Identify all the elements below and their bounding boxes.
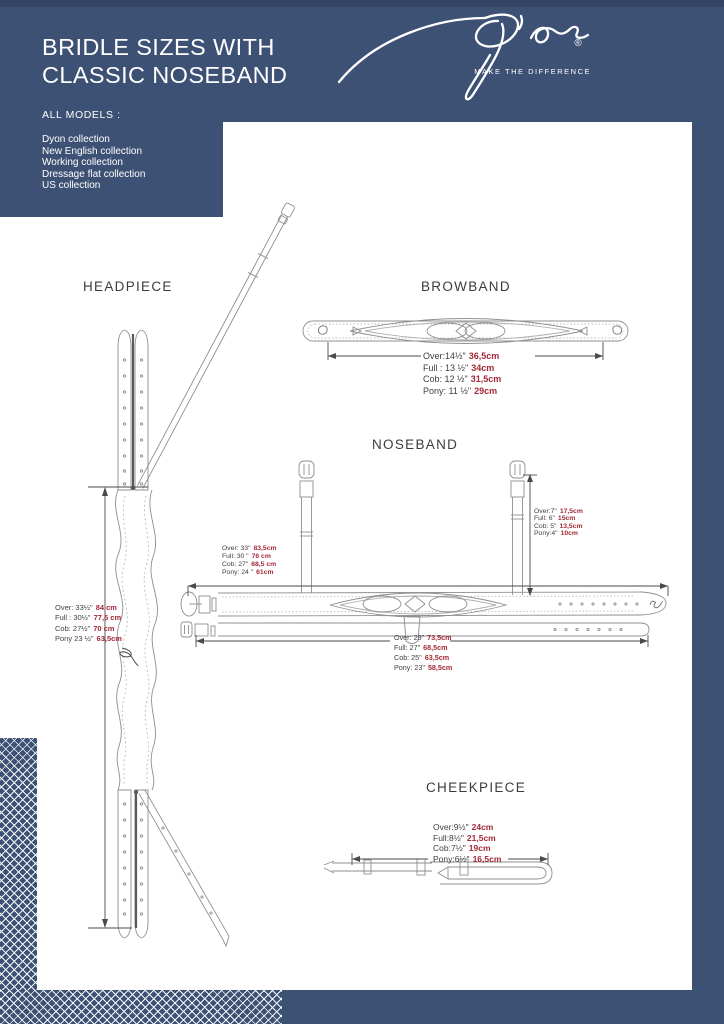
- noseband-length-measurements: [222, 545, 277, 577]
- model-item: US collection: [42, 180, 101, 192]
- models-list: [42, 134, 145, 192]
- model-item: Dressage flat collection: [42, 168, 146, 180]
- browband-title: BROWBAND: [421, 279, 511, 294]
- size-row: Over: 33" 83,5cm: [222, 545, 277, 552]
- noseband-height-measurements: [534, 508, 583, 538]
- dyon-signature-icon: [339, 15, 588, 100]
- size-row: Over: 29" 73,5cm: [394, 633, 452, 642]
- page-title-line2: CLASSIC NOSEBAND: [42, 61, 288, 88]
- size-row: Over:9½" 24cm: [433, 822, 494, 832]
- registered-mark: ®: [574, 38, 582, 49]
- page-title-line1: BRIDLE SIZES WITH: [42, 34, 275, 60]
- dyon-logo: [335, 8, 600, 108]
- model-item: Working collection: [42, 157, 123, 169]
- noseband-chin-measurements: [394, 633, 452, 673]
- band-signature-icon: [649, 599, 663, 609]
- size-row: Cob: 12 ½" 31,5cm: [423, 374, 502, 385]
- size-row: Pony: 11 ½" 29cm: [423, 385, 498, 396]
- size-row: Cob: 25" 63,5cm: [394, 653, 450, 662]
- noseband-title: NOSEBAND: [372, 437, 459, 452]
- size-row: Full: 6" 15cm: [534, 515, 576, 523]
- headpiece-measurements: [55, 603, 122, 644]
- size-row: Pony: 23" 58,5cm: [394, 663, 453, 672]
- size-row: Full : 13 ½" 34cm: [423, 362, 495, 373]
- size-row: Cob: 27½" 70 cm: [55, 623, 115, 633]
- size-row: Over:7" 17,5cm: [534, 508, 583, 515]
- model-item: New English collection: [42, 145, 143, 157]
- model-item: Dyon collection: [42, 134, 110, 145]
- browband-measurements: [423, 351, 501, 397]
- page-title: [42, 34, 287, 89]
- size-row: Full : 30½" 77,5 cm: [55, 613, 122, 623]
- headpiece-title: HEADPIECE: [83, 279, 173, 294]
- models-heading: ALL MODELS :: [42, 109, 121, 121]
- cheekpiece-measurements: [433, 822, 501, 865]
- size-row: Pony:4" 10cm: [534, 530, 578, 538]
- cheekpiece-title: CHEEKPIECE: [426, 780, 527, 795]
- size-row: Cob: 5" 13,5cm: [534, 522, 583, 530]
- size-row: Over:14½" 36,5cm: [423, 351, 500, 361]
- pattern-strip-left: [0, 738, 37, 990]
- top-accent-strip: [0, 0, 724, 7]
- diagonal-strap-holes: [162, 827, 212, 914]
- size-row: Full: 27" 68,5cm: [394, 643, 448, 652]
- size-row: Full:8½" 21,5cm: [433, 832, 496, 843]
- size-row: Pony 23 ½" 63,5cm: [55, 633, 122, 643]
- size-row: Cob:7½" 19cm: [433, 843, 491, 854]
- brand-tagline: MAKE THE DIFFERENCE: [474, 67, 591, 76]
- pattern-strip-bottom: [0, 990, 282, 1024]
- size-row: Full: 30 " 76 cm: [222, 553, 271, 560]
- size-row: Pony:6½" 16,5cm: [433, 854, 502, 865]
- size-row: Over: 33½" 84 cm: [55, 603, 117, 612]
- size-row: Cob: 27" 68,5 cm: [222, 561, 277, 568]
- size-row: Pony: 24 " 61cm: [222, 569, 274, 576]
